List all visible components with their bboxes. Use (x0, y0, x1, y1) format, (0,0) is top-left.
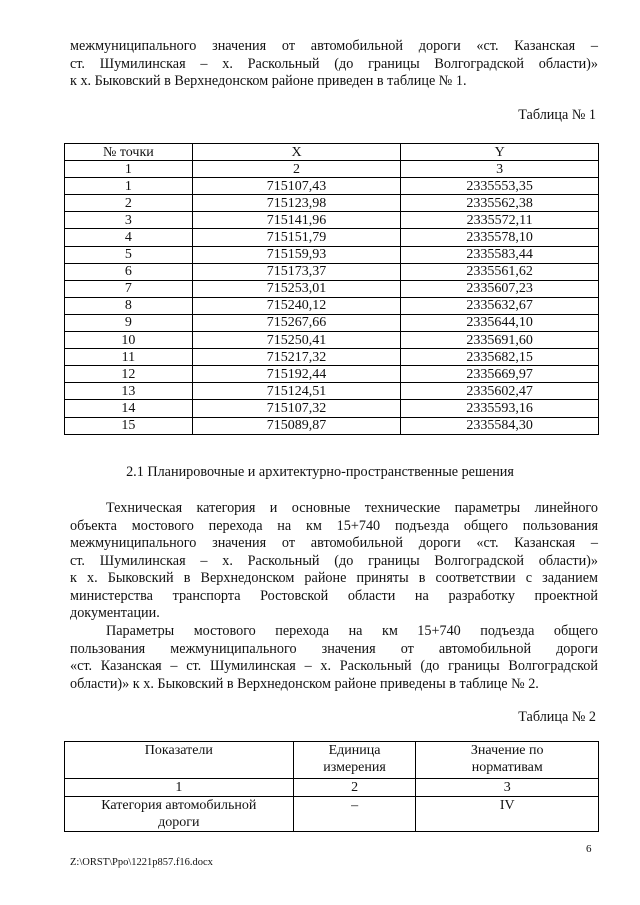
x-coordinate-cell: 715123,98 (192, 195, 401, 212)
point-number-cell: 6 (65, 263, 193, 280)
y-coordinate-cell: 2335561,62 (401, 263, 599, 280)
x-coordinate-cell: 715124,51 (192, 383, 401, 400)
y-coordinate-cell: 2335669,97 (401, 366, 599, 383)
x-coordinate-cell: 715267,66 (192, 314, 401, 331)
x-coordinate-cell: 715141,96 (192, 212, 401, 229)
header-normative-value: Значение по нормативам (416, 742, 599, 779)
text-line: ст. Шумилинская – х. Раскольный (до границы Волгоградской области)» (70, 55, 598, 72)
text-line: министерства транспорта Ростовской области на разработку проектной (70, 587, 598, 604)
index-cell: 2 (293, 779, 416, 797)
point-number-cell: 14 (65, 400, 193, 417)
point-number-cell: 13 (65, 383, 193, 400)
point-number-cell: 11 (65, 349, 193, 366)
point-number-cell: 9 (65, 314, 193, 331)
text-line: документации. (70, 605, 160, 621)
table1-caption: Таблица № 1 (518, 107, 596, 123)
y-coordinate-cell: 2335572,11 (401, 212, 599, 229)
x-coordinate-cell: 715173,37 (192, 263, 401, 280)
table-row (65, 332, 599, 349)
table-index-row (65, 161, 599, 178)
file-path-footer: Z:\ORST\Ppo\1221p857.f16.docx (70, 857, 213, 868)
y-coordinate-cell: 2335607,23 (401, 280, 599, 297)
text-line: ст. Шумилинская – х. Раскольный (до границы Волгоградской области)» (70, 552, 598, 569)
text-line: объекта мостового перехода на км 15+740 подъезда общего пользования (70, 517, 598, 534)
y-coordinate-cell: 2335593,16 (401, 400, 599, 417)
intro-paragraph (70, 38, 598, 91)
y-coordinate-cell: 2335632,67 (401, 297, 599, 314)
table-header-row (65, 144, 599, 161)
header-point-number: № точки (65, 144, 193, 161)
table-header-row (65, 742, 599, 779)
table-row (65, 178, 599, 195)
table-row (65, 383, 599, 400)
x-coordinate-cell: 715089,87 (192, 417, 401, 434)
point-number-cell: 3 (65, 212, 193, 229)
text-line: межмуниципального значения от автомобильной дороги «ст. Казанская – (70, 535, 598, 551)
table-row (65, 280, 599, 297)
point-number-cell: 10 (65, 332, 193, 349)
point-number-cell: 15 (65, 417, 193, 434)
section-heading: 2.1 Планировочные и архитектурно-пространственные решения (126, 464, 514, 480)
text-line: к х. Быковский в Верхнедонском районе приняты в соответствии с заданием (70, 570, 598, 586)
x-coordinate-cell: 715107,43 (192, 178, 401, 195)
table-index-row (65, 779, 599, 797)
table-row (65, 314, 599, 331)
text-line: «ст. Казанская – ст. Шумилинская – х. Раскольный (до границы Волгоградской (70, 658, 598, 674)
text-line: пользования межмуниципального значения от автомобильной дороги (70, 640, 598, 657)
y-coordinate-cell: 2335578,10 (401, 229, 599, 246)
index-cell: 3 (416, 779, 599, 797)
header-indicators: Показатели (65, 742, 294, 779)
y-coordinate-cell: 2335583,44 (401, 246, 599, 263)
unit-cell: – (293, 797, 416, 832)
header-x: X (192, 144, 401, 161)
text-line: области)» к х. Быковский в Верхнедонском районе приведены в таблице № 2. (70, 675, 539, 692)
paragraph-technical-category (70, 500, 598, 623)
point-number-cell: 7 (65, 280, 193, 297)
table-row (65, 366, 599, 383)
page-number: 6 (586, 843, 592, 855)
header-y: Y (401, 144, 599, 161)
x-coordinate-cell: 715159,93 (192, 246, 401, 263)
x-coordinate-cell: 715192,44 (192, 366, 401, 383)
x-coordinate-cell: 715107,32 (192, 400, 401, 417)
paragraph-bridge-parameters (70, 623, 598, 693)
text-line: к х. Быковский в Верхнедонском районе приведен в таблице № 1. (70, 73, 467, 89)
x-coordinate-cell: 715240,12 (192, 297, 401, 314)
y-coordinate-cell: 2335682,15 (401, 349, 599, 366)
point-number-cell: 2 (65, 195, 193, 212)
point-number-cell: 8 (65, 297, 193, 314)
text-line: Техническая категория и основные технические параметры линейного (106, 500, 598, 516)
point-number-cell: 5 (65, 246, 193, 263)
table-row (65, 246, 599, 263)
table-row (65, 797, 599, 832)
table-row (65, 212, 599, 229)
text-line: Параметры мостового перехода на км 15+740 подъезда общего (106, 623, 598, 639)
point-number-cell: 4 (65, 229, 193, 246)
value-cell: IV (416, 797, 599, 832)
index-cell: 1 (65, 779, 294, 797)
index-cell: 1 (65, 161, 193, 178)
x-coordinate-cell: 715250,41 (192, 332, 401, 349)
x-coordinate-cell: 715217,32 (192, 349, 401, 366)
header-unit: Единица измерения (293, 742, 416, 779)
text-line: межмуниципального значения от автомобильной дороги «ст. Казанская – (70, 38, 598, 54)
table-row (65, 417, 599, 434)
parameters-table (64, 741, 599, 832)
y-coordinate-cell: 2335644,10 (401, 314, 599, 331)
y-coordinate-cell: 2335602,47 (401, 383, 599, 400)
y-coordinate-cell: 2335553,35 (401, 178, 599, 195)
indicator-cell: Категория автомобильной дороги (65, 797, 294, 832)
table-row (65, 400, 599, 417)
y-coordinate-cell: 2335691,60 (401, 332, 599, 349)
y-coordinate-cell: 2335562,38 (401, 195, 599, 212)
y-coordinate-cell: 2335584,30 (401, 417, 599, 434)
index-cell: 2 (192, 161, 401, 178)
index-cell: 3 (401, 161, 599, 178)
coordinates-table (64, 143, 599, 435)
table-row (65, 195, 599, 212)
table-row (65, 349, 599, 366)
table2-caption: Таблица № 2 (518, 709, 596, 725)
x-coordinate-cell: 715253,01 (192, 280, 401, 297)
point-number-cell: 12 (65, 366, 193, 383)
x-coordinate-cell: 715151,79 (192, 229, 401, 246)
table-row (65, 229, 599, 246)
table-row (65, 263, 599, 280)
point-number-cell: 1 (65, 178, 193, 195)
table-row (65, 297, 599, 314)
coordinates-table-body (65, 178, 599, 434)
